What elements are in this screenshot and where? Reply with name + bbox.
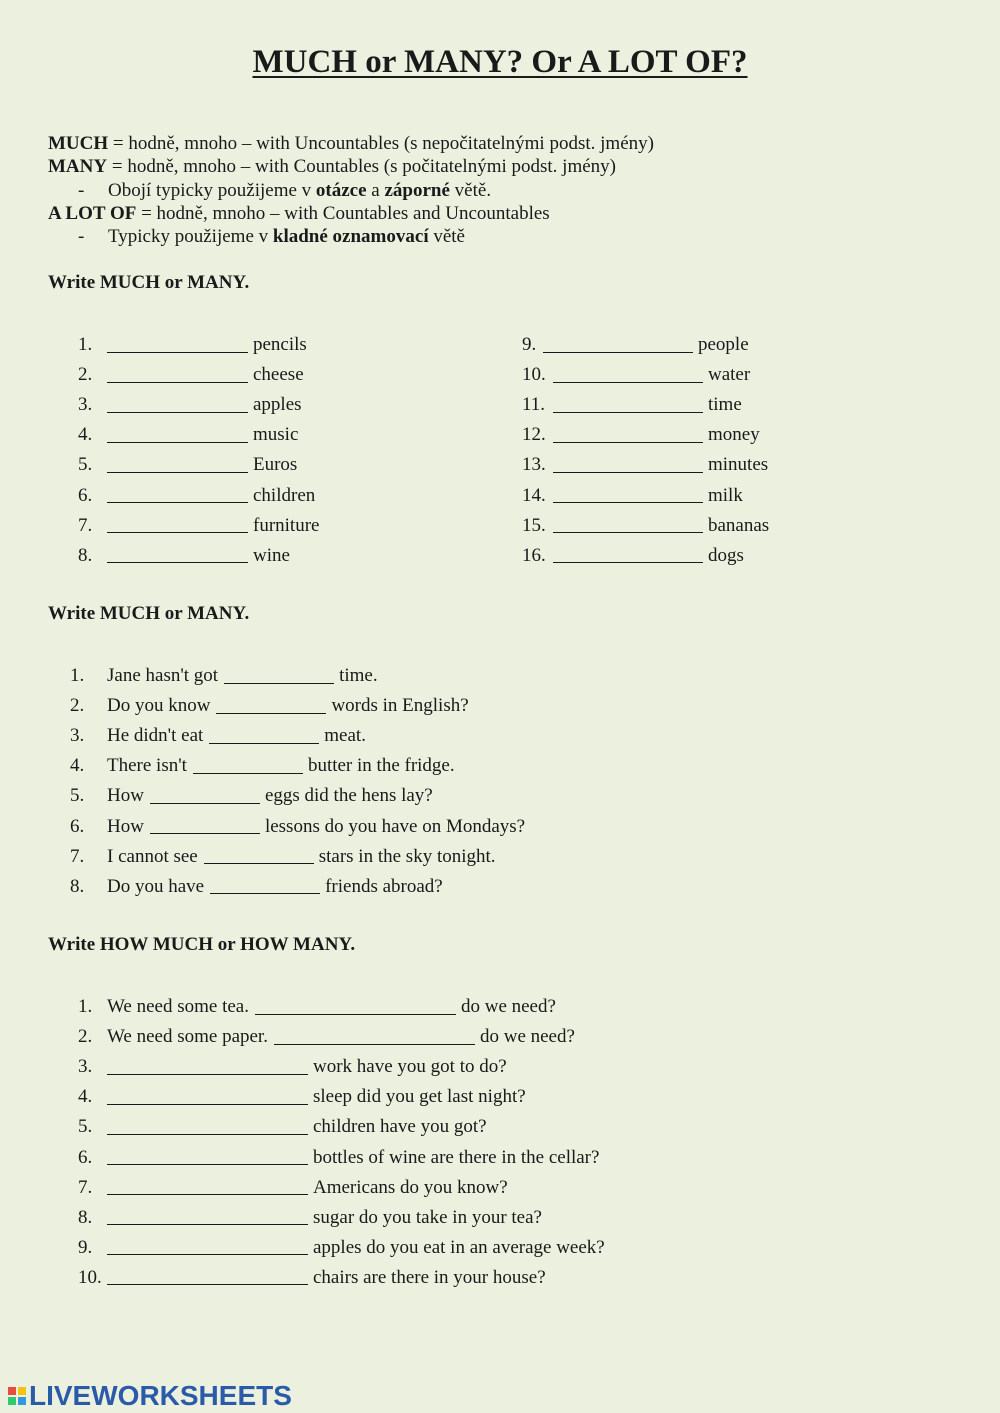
sentence-start: Jane hasn't got [107,665,219,687]
sentence-start: I cannot see [107,845,198,867]
sentence-end: sugar do you take in your tea? [313,1206,542,1228]
many-rule: MANY = hodně, mnoho – with Countables (s počitatelnými podst. jmény) [48,156,616,178]
item-number: 4. [78,424,93,446]
answer-blank[interactable] [107,334,248,353]
item-number: 2. [70,695,85,717]
section2-list [70,661,525,902]
item-number: 6. [78,1146,93,1168]
item-number: 1. [78,996,93,1018]
sentence-end: eggs did the hens lay? [264,785,433,807]
exercise-item [78,1022,605,1052]
noun-word: Euros [253,454,298,476]
noun-word: wine [253,544,290,566]
item-number: 3. [78,1056,93,1078]
exercise-item [70,661,525,691]
noun-word: minutes [708,454,769,476]
answer-blank[interactable] [224,665,334,684]
exercise-item [522,390,769,420]
answer-blank[interactable] [107,1176,308,1195]
logo-icon [8,1387,26,1405]
answer-blank[interactable] [107,364,248,383]
sentence-end: words in English? [331,695,469,717]
exercise-item [78,541,319,571]
sentence-end: apples do you eat in an average week? [313,1236,605,1258]
exercise-item [78,360,319,390]
worksheet-title: MUCH or MANY? Or A LOT OF? [252,44,748,80]
sentence-end: meat. [324,725,366,747]
exercise-item [78,1142,605,1172]
sentence-end: friends abroad? [325,875,443,897]
exercise-item [78,420,319,450]
exercise-item [522,511,769,541]
noun-word: money [708,424,760,446]
item-number: 5. [78,454,93,476]
sentence-end: stars in the sky tonight. [318,845,496,867]
section1-right-column [522,330,769,571]
positive-sentence-note: - Typicky použijeme v kladné oznamovací větě [78,226,465,248]
item-number: 9. [522,334,537,356]
answer-blank[interactable] [107,544,248,563]
item-number: 12. [522,424,546,446]
noun-word: bananas [708,514,770,536]
sentence-end: lessons do you have on Mondays? [264,815,526,837]
exercise-item [78,1263,605,1293]
exercise-item [522,541,769,571]
answer-blank[interactable] [107,1236,308,1255]
answer-blank[interactable] [553,364,703,383]
answer-blank[interactable] [553,514,703,533]
answer-blank[interactable] [107,424,248,443]
answer-blank[interactable] [107,1146,308,1165]
sentence-end: do we need? [479,1026,575,1048]
item-number: 8. [70,875,85,897]
noun-word: milk [708,484,743,506]
sentence-end: sleep did you get last night? [313,1086,526,1108]
answer-blank[interactable] [210,875,320,894]
exercise-item [522,420,769,450]
exercise-item [522,330,769,360]
sentence-start: There isn't [107,755,187,777]
answer-blank[interactable] [204,845,314,864]
sentence-end: work have you got to do? [313,1056,507,1078]
sentence-end: do we need? [460,996,556,1018]
answer-blank[interactable] [255,996,456,1015]
item-number: 7. [78,514,93,536]
answer-blank[interactable] [107,1116,308,1135]
exercise-item [70,872,525,902]
answer-blank[interactable] [216,695,326,714]
answer-blank[interactable] [150,815,260,834]
section3-heading: Write HOW MUCH or HOW MANY. [48,934,356,955]
answer-blank[interactable] [553,484,703,503]
noun-word: people [698,334,749,356]
grammar-explanation [48,132,654,248]
exercise-item [78,1203,605,1233]
noun-word: time [708,394,742,416]
sentence-end: time. [339,665,378,687]
exercise-item [70,781,525,811]
noun-word: dogs [708,544,744,566]
section3-list [78,992,605,1293]
answer-blank[interactable] [107,514,248,533]
exercise-item [70,811,525,841]
sentence-start: How [107,815,144,837]
item-number: 7. [78,1176,93,1198]
sentence-end: Americans do you know? [313,1176,508,1198]
noun-word: pencils [253,334,307,356]
exercise-item [78,1112,605,1142]
answer-blank[interactable] [107,1056,308,1075]
exercise-item [70,691,525,721]
item-number: 4. [78,1086,93,1108]
question-negative-note: - Obojí typicky použijeme v otázce a záporné větě. [78,179,492,201]
item-number: 3. [78,394,93,416]
item-number: 3. [70,725,85,747]
sentence-start: He didn't eat [107,725,204,747]
item-number: 6. [70,815,85,837]
answer-blank[interactable] [107,1266,308,1285]
sentence-end: children have you got? [313,1116,487,1138]
item-number: 1. [78,334,93,356]
noun-word: water [708,364,751,386]
item-number: 9. [78,1236,93,1258]
item-number: 16. [522,544,546,566]
item-number: 14. [522,484,546,506]
much-rule: MUCH = hodně, mnoho – with Uncountables (s nepočitatelnými podst. jmény) [48,133,654,154]
exercise-item [70,721,525,751]
exercise-item [78,450,319,480]
item-number: 2. [78,1026,93,1048]
item-number: 4. [70,755,85,777]
liveworksheets-logo: LIVEWORKSHEETS [8,1380,292,1412]
item-number: 5. [70,785,85,807]
answer-blank[interactable] [553,544,703,563]
section1-heading: Write MUCH or MANY. [48,272,250,293]
item-number: 2. [78,364,93,386]
exercise-item [70,751,525,781]
answer-blank[interactable] [107,484,248,503]
exercise-item [78,992,605,1022]
item-number: 6. [78,484,93,506]
noun-word: music [253,424,299,446]
sentence-start: We need some paper. [107,1026,268,1048]
noun-word: furniture [253,514,320,536]
answer-blank[interactable] [553,454,703,473]
exercise-item [78,390,319,420]
item-number: 5. [78,1116,93,1138]
sentence-end: bottles of wine are there in the cellar? [313,1146,600,1168]
answer-blank[interactable] [553,424,703,443]
answer-blank[interactable] [107,1086,308,1105]
a-lot-of-rule: A LOT OF = hodně, mnoho – with Countables and Uncountables [48,202,550,224]
item-number: 7. [70,845,85,867]
sentence-end: chairs are there in your house? [313,1266,546,1288]
answer-blank[interactable] [150,785,260,804]
exercise-item [522,480,769,510]
noun-word: children [253,484,316,506]
section2-heading: Write MUCH or MANY. [48,603,250,624]
answer-blank[interactable] [107,454,248,473]
exercise-item [78,1233,605,1263]
exercise-item [78,1082,605,1112]
exercise-item [78,511,319,541]
item-number: 8. [78,1206,93,1228]
exercise-item [78,1052,605,1082]
sentence-start: Do you have [107,875,205,897]
noun-word: apples [253,394,302,416]
item-number: 13. [522,454,546,476]
item-number: 10. [522,364,546,386]
item-number: 1. [70,665,85,687]
exercise-item [70,842,525,872]
answer-blank[interactable] [107,394,248,413]
exercise-item [78,330,319,360]
answer-blank[interactable] [553,394,703,413]
item-number: 10. [78,1266,102,1288]
noun-word: cheese [253,364,304,386]
exercise-item [78,1173,605,1203]
exercise-item [522,450,769,480]
sentence-start: How [107,785,144,807]
section1-left-column [78,330,319,571]
answer-blank[interactable] [209,725,319,744]
sentence-end: butter in the fridge. [307,755,455,777]
answer-blank[interactable] [107,1206,308,1225]
answer-blank[interactable] [193,755,303,774]
item-number: 8. [78,544,93,566]
sentence-start: We need some tea. [107,996,249,1018]
item-number: 15. [522,514,546,536]
item-number: 11. [522,394,546,416]
answer-blank[interactable] [543,334,693,353]
answer-blank[interactable] [274,1026,475,1045]
exercise-item [522,360,769,390]
exercise-item [78,480,319,510]
sentence-start: Do you know [107,695,211,717]
